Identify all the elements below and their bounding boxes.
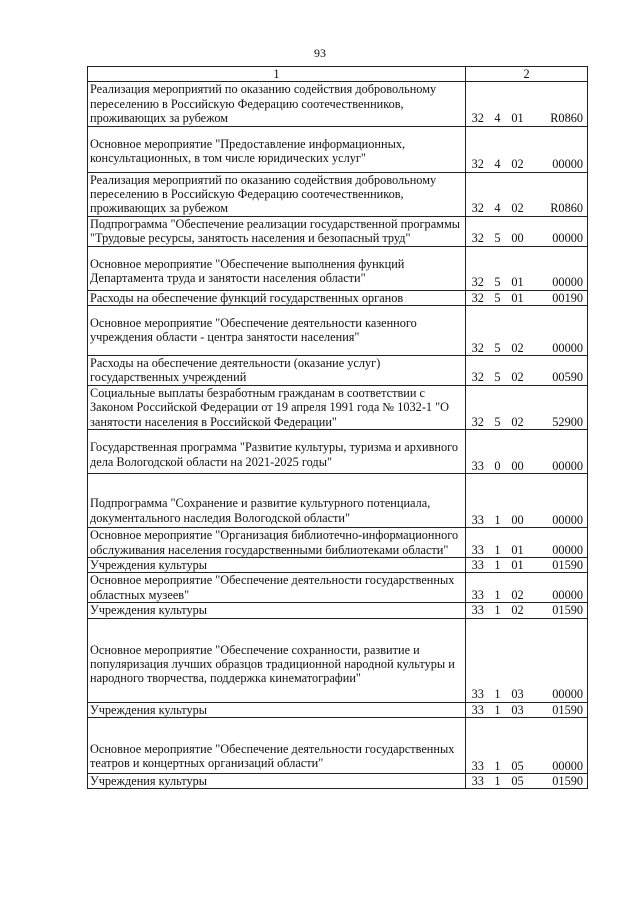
code-subprogram: 1 <box>490 773 506 788</box>
code-subprogram: 5 <box>490 306 506 356</box>
row-name: Основное мероприятие "Обеспечение деятельности казенного учреждения области - центра занятости населения" <box>88 306 466 356</box>
code-event: 02 <box>506 172 530 216</box>
code-subprogram: 1 <box>490 702 506 717</box>
row-name: Подпрограмма "Сохранение и развитие культурного потенциала, документального наследия Вологодской области" <box>88 474 466 528</box>
code-subprogram: 5 <box>490 356 506 386</box>
code-subprogram: 1 <box>490 573 506 603</box>
code-event: 02 <box>506 603 530 618</box>
table-row <box>88 528 588 558</box>
table-row <box>88 306 588 356</box>
code-program: 32 <box>466 82 490 126</box>
code-event: 03 <box>506 618 530 702</box>
row-name: Учреждения культуры <box>88 773 466 788</box>
page-number: 93 <box>314 46 326 60</box>
code-subprogram: 1 <box>490 603 506 618</box>
code-event: 01 <box>506 246 530 290</box>
code-subprogram: 4 <box>490 82 506 126</box>
code-program: 32 <box>466 246 490 290</box>
row-name: Реализация мероприятий по оказанию содействия добровольному переселению в Российскую Федерацию соотечественников, проживающих за рубежом <box>88 172 466 216</box>
header-col-2: 2 <box>466 67 588 82</box>
code-program: 33 <box>466 773 490 788</box>
row-name: Основное мероприятие "Обеспечение сохранности, развитие и популяризация лучших образцов традиционной народной культуры и народного творчества, поддержка кинематографии" <box>88 618 466 702</box>
code-subprogram: 4 <box>490 126 506 172</box>
code-program: 32 <box>466 290 490 305</box>
code-program: 32 <box>466 306 490 356</box>
table-row <box>88 82 588 126</box>
table-row <box>88 172 588 216</box>
code-event: 02 <box>506 573 530 603</box>
row-name: Основное мероприятие "Предоставление информационных, консультационных, в том числе юридических услуг" <box>88 126 466 172</box>
code-direction: 00000 <box>530 717 588 773</box>
table-row <box>88 430 588 474</box>
code-program: 33 <box>466 557 490 572</box>
code-program: 33 <box>466 528 490 558</box>
code-direction: 00000 <box>530 246 588 290</box>
code-subprogram: 1 <box>490 618 506 702</box>
budget-classification-table <box>87 66 588 789</box>
row-name: Основное мероприятие "Обеспечение деятельности государственных театров и концертных организаций области" <box>88 717 466 773</box>
code-subprogram: 5 <box>490 216 506 246</box>
code-event: 05 <box>506 773 530 788</box>
row-name: Основное мероприятие "Обеспечение деятельности государственных областных музеев" <box>88 573 466 603</box>
code-event: 02 <box>506 385 530 429</box>
row-name: Основное мероприятие "Обеспечение выполнения функций Департамента труда и занятости населения области" <box>88 246 466 290</box>
code-direction: 00590 <box>530 356 588 386</box>
code-program: 33 <box>466 474 490 528</box>
code-direction: 00000 <box>530 618 588 702</box>
table-row <box>88 290 588 305</box>
code-program: 33 <box>466 573 490 603</box>
code-event: 01 <box>506 82 530 126</box>
row-name: Реализация мероприятий по оказанию содействия добровольному переселению в Российскую Федерацию соотечественников, проживающих за рубежом <box>88 82 466 126</box>
row-name: Расходы на обеспечение деятельности (оказание услуг) государственных учреждений <box>88 356 466 386</box>
code-direction: 00000 <box>530 306 588 356</box>
code-subprogram: 4 <box>490 172 506 216</box>
row-name: Учреждения культуры <box>88 557 466 572</box>
code-event: 01 <box>506 557 530 572</box>
code-subprogram: 1 <box>490 474 506 528</box>
code-program: 33 <box>466 702 490 717</box>
table-row <box>88 126 588 172</box>
code-direction: R0860 <box>530 172 588 216</box>
code-subprogram: 5 <box>490 246 506 290</box>
table-row <box>88 773 588 788</box>
table-row <box>88 356 588 386</box>
code-program: 33 <box>466 430 490 474</box>
code-direction: 00000 <box>530 474 588 528</box>
code-subprogram: 1 <box>490 557 506 572</box>
code-subprogram: 1 <box>490 528 506 558</box>
code-program: 32 <box>466 216 490 246</box>
code-event: 03 <box>506 702 530 717</box>
code-direction: 01590 <box>530 773 588 788</box>
code-subprogram: 1 <box>490 717 506 773</box>
row-name: Расходы на обеспечение функций государственных органов <box>88 290 466 305</box>
code-direction: R0860 <box>530 82 588 126</box>
code-subprogram: 0 <box>490 430 506 474</box>
code-direction: 00000 <box>530 573 588 603</box>
code-event: 01 <box>506 290 530 305</box>
table-row <box>88 618 588 702</box>
code-direction: 00000 <box>530 216 588 246</box>
table-header-row <box>88 67 588 82</box>
table-row <box>88 717 588 773</box>
code-program: 32 <box>466 126 490 172</box>
code-program: 33 <box>466 717 490 773</box>
table-row <box>88 246 588 290</box>
code-program: 32 <box>466 172 490 216</box>
code-event: 02 <box>506 306 530 356</box>
header-col-1: 1 <box>88 67 466 82</box>
code-direction: 01590 <box>530 702 588 717</box>
code-subprogram: 5 <box>490 385 506 429</box>
code-event: 00 <box>506 430 530 474</box>
code-program: 33 <box>466 618 490 702</box>
code-program: 32 <box>466 385 490 429</box>
table-row <box>88 216 588 246</box>
row-name: Государственная программа "Развитие культуры, туризма и архивного дела Вологодской области на 2021-2025 годы" <box>88 430 466 474</box>
code-direction: 00190 <box>530 290 588 305</box>
table-row <box>88 385 588 429</box>
code-direction: 52900 <box>530 385 588 429</box>
code-direction: 01590 <box>530 557 588 572</box>
code-direction: 01590 <box>530 603 588 618</box>
code-event: 05 <box>506 717 530 773</box>
table-row <box>88 603 588 618</box>
table-row <box>88 474 588 528</box>
code-direction: 00000 <box>530 126 588 172</box>
row-name: Подпрограмма "Обеспечение реализации государственной программы "Трудовые ресурсы, занятость населения и безопасный труд" <box>88 216 466 246</box>
table-row <box>88 573 588 603</box>
row-name: Социальные выплаты безработным гражданам в соответствии с Законом Российской Федерации от 19 апреля 1991 года № 1032-1 "О занятости населения в Российской Федерации" <box>88 385 466 429</box>
code-event: 00 <box>506 474 530 528</box>
code-event: 02 <box>506 126 530 172</box>
code-direction: 00000 <box>530 430 588 474</box>
code-program: 33 <box>466 603 490 618</box>
code-event: 00 <box>506 216 530 246</box>
code-direction: 00000 <box>530 528 588 558</box>
table-row <box>88 557 588 572</box>
code-event: 02 <box>506 356 530 386</box>
code-program: 32 <box>466 356 490 386</box>
code-subprogram: 5 <box>490 290 506 305</box>
row-name: Учреждения культуры <box>88 603 466 618</box>
row-name: Основное мероприятие "Организация библиотечно-информационного обслуживания населения государственными библиотеками области" <box>88 528 466 558</box>
row-name: Учреждения культуры <box>88 702 466 717</box>
code-event: 01 <box>506 528 530 558</box>
table-row <box>88 702 588 717</box>
